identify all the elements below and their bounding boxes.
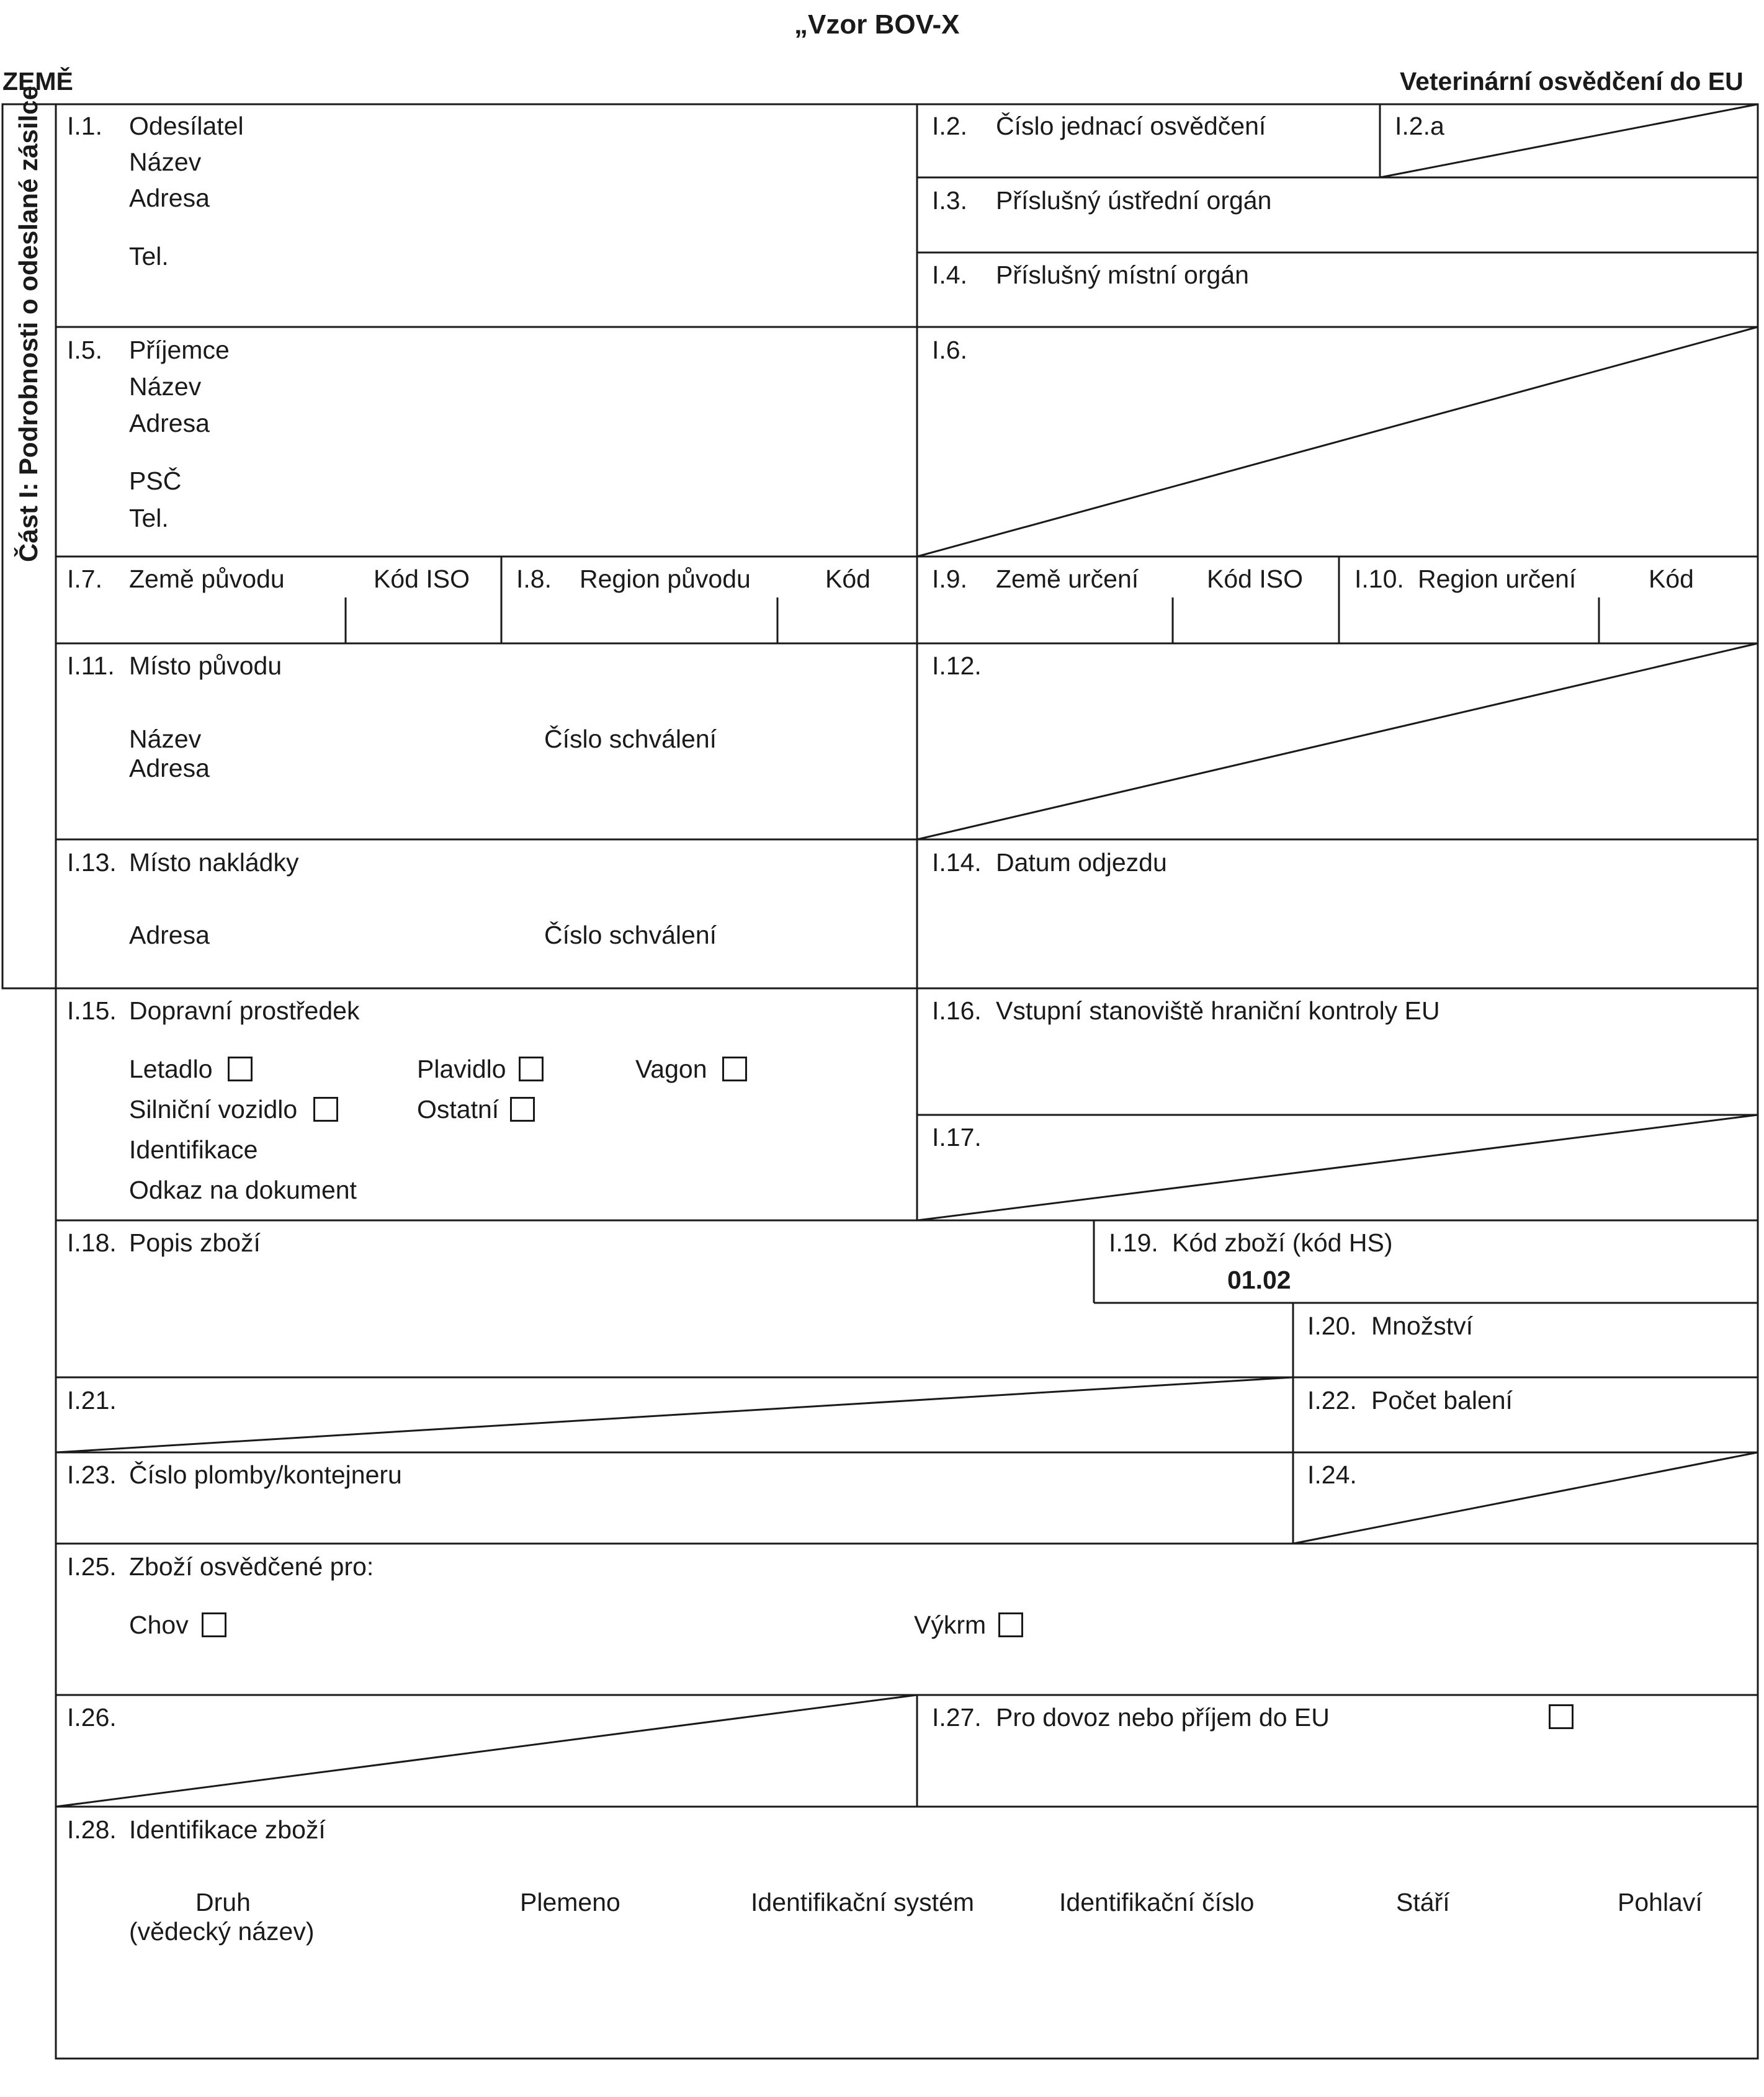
i25-breeding-label: Chov [129, 1611, 189, 1639]
i17-number: I.17. [932, 1123, 982, 1151]
i21-number: I.21. [67, 1386, 117, 1415]
i20-label: Množství [1371, 1312, 1474, 1340]
i23-number: I.23. [67, 1460, 117, 1489]
i9-label: Země určení [996, 565, 1139, 593]
i25-fattening-label: Výkrm [914, 1611, 987, 1639]
i9-code: Kód ISO [1207, 565, 1303, 593]
i1-name: Název [129, 148, 202, 176]
i3-label: Příslušný ústřední orgán [996, 186, 1272, 215]
i2-number: I.2. [932, 112, 967, 140]
header-certificate: Veterinární osvědčení do EU [1400, 67, 1744, 96]
i5-address: Adresa [129, 409, 210, 437]
import-checkbox[interactable] [1549, 1704, 1574, 1729]
other-transport-checkbox[interactable] [510, 1097, 535, 1122]
i10-number: I.10. [1354, 565, 1404, 593]
i1-address: Adresa [129, 184, 210, 212]
i16-number: I.16. [932, 996, 982, 1025]
i2-label: Číslo jednací osvědčení [996, 112, 1266, 140]
i13-label: Místo nakládky [129, 848, 299, 877]
i13-number: I.13. [67, 848, 117, 877]
i9-number: I.9. [932, 565, 967, 593]
i5-tel: Tel. [129, 504, 169, 532]
i15-ship-label: Plavidlo [417, 1055, 506, 1083]
i28-col-breed: Plemeno [520, 1888, 620, 1916]
i13-address: Adresa [129, 921, 210, 949]
i11-address: Adresa [129, 754, 210, 782]
i28-col-age: Stáří [1396, 1888, 1450, 1916]
i11-approval: Číslo schválení [544, 725, 717, 753]
i11-label: Místo původu [129, 651, 282, 680]
i25-label: Zboží osvědčené pro: [129, 1552, 374, 1581]
document-title: „Vzor BOV-X [794, 9, 960, 40]
i11-name: Název [129, 725, 202, 753]
i15-road-vehicle-label: Silniční vozidlo [129, 1095, 298, 1124]
breeding-checkbox[interactable] [202, 1612, 226, 1637]
i18-number: I.18. [67, 1228, 117, 1257]
i1-label: Odesílatel [129, 112, 244, 140]
diagonal-i26 [56, 1695, 917, 1807]
fattening-checkbox[interactable] [998, 1612, 1023, 1637]
i27-number: I.27. [932, 1703, 982, 1732]
i15-identification: Identifikace [129, 1135, 258, 1164]
i27-label: Pro dovoz nebo příjem do EU [996, 1703, 1330, 1732]
i15-other-label: Ostatní [417, 1095, 499, 1124]
i28-col-species-sub: (vědecký název) [129, 1917, 315, 1946]
i26-number: I.26. [67, 1703, 117, 1732]
i7-number: I.7. [67, 565, 102, 593]
i4-label: Příslušný místní orgán [996, 261, 1249, 289]
i28-col-id-number: Identifikační číslo [1059, 1888, 1255, 1916]
i19-hs-code: 01.02 [1227, 1266, 1291, 1294]
i20-number: I.20. [1307, 1312, 1357, 1340]
i5-name: Název [129, 372, 202, 401]
i15-number: I.15. [67, 996, 117, 1025]
diagonal-i6 [917, 327, 1758, 557]
i7-label: Země původu [129, 565, 285, 593]
i19-label: Kód zboží (kód HS) [1172, 1228, 1393, 1257]
road-vehicle-checkbox[interactable] [313, 1097, 338, 1122]
i8-code: Kód [825, 565, 871, 593]
i19-number: I.19. [1109, 1228, 1158, 1257]
i10-code: Kód [1649, 565, 1694, 593]
i6-number: I.6. [932, 336, 967, 364]
i15-aircraft-label: Letadlo [129, 1055, 213, 1083]
diagonal-i21 [56, 1377, 1293, 1452]
i22-number: I.22. [1307, 1386, 1357, 1415]
i8-label: Region původu [580, 565, 751, 593]
i25-number: I.25. [67, 1552, 117, 1581]
ship-checkbox[interactable] [519, 1057, 544, 1081]
i13-approval: Číslo schválení [544, 921, 717, 949]
i28-number: I.28. [67, 1815, 117, 1844]
i12-number: I.12. [932, 651, 982, 680]
i15-wagon-label: Vagon [635, 1055, 707, 1083]
i28-col-species: Druh [195, 1888, 251, 1916]
diagonal-i17 [917, 1115, 1758, 1220]
i16-label: Vstupní stanoviště hraniční kontroly EU [996, 996, 1440, 1025]
i4-number: I.4. [932, 261, 967, 289]
i18-label: Popis zboží [129, 1228, 261, 1257]
i14-number: I.14. [932, 848, 982, 877]
i1-number: I.1. [67, 112, 102, 140]
i5-label: Příjemce [129, 336, 230, 364]
i8-number: I.8. [516, 565, 552, 593]
i28-label: Identifikace zboží [129, 1815, 326, 1844]
diagonal-i12 [917, 643, 1758, 839]
i1-tel: Tel. [129, 242, 169, 271]
header-country: ZEMĚ [2, 67, 73, 96]
i7-code: Kód ISO [374, 565, 470, 593]
i22-label: Počet balení [1371, 1386, 1513, 1415]
part-one-label: Část I: Podrobnosti o odeslané zásilce [14, 85, 43, 562]
i15-label: Dopravní prostředek [129, 996, 360, 1025]
i5-postcode: PSČ [129, 467, 182, 495]
i10-label: Region určení [1418, 565, 1577, 593]
aircraft-checkbox[interactable] [228, 1057, 253, 1081]
i24-number: I.24. [1307, 1460, 1357, 1489]
i3-number: I.3. [932, 186, 967, 215]
i15-document-ref: Odkaz na dokument [129, 1176, 357, 1204]
i2a-number: I.2.a [1395, 112, 1444, 140]
diagonal-i24 [1293, 1452, 1758, 1544]
wagon-checkbox[interactable] [722, 1057, 747, 1081]
i23-label: Číslo plomby/kontejneru [129, 1460, 402, 1489]
i5-number: I.5. [67, 336, 102, 364]
i28-col-sex: Pohlaví [1618, 1888, 1703, 1916]
i14-label: Datum odjezdu [996, 848, 1167, 877]
i28-col-id-system: Identifikační systém [751, 1888, 975, 1916]
i11-number: I.11. [67, 651, 115, 680]
